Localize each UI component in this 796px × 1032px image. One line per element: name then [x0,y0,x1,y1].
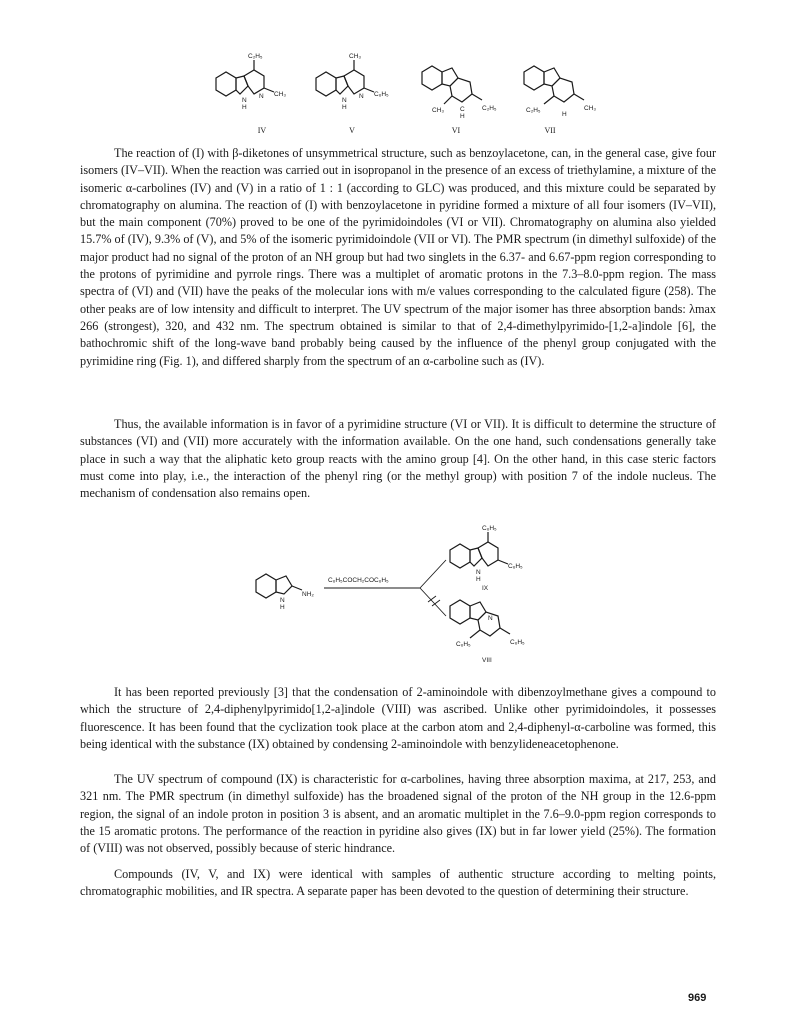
structure-iv [212,48,322,135]
atom-label: C₂H₅ [248,53,263,60]
atom-label: NH₂ [302,591,314,598]
compound-label-iv: IV [257,126,267,135]
atom-label: C [460,106,465,113]
paragraph: The reaction of (I) with β-diketones of unsymmetrical structure, such as benzoylacetone, can, in the general case, give four isomers (IV–VII). When the reaction was carried out in isopropanol in the presence of an excess of triethylamine, a mixture of the isomeric α-carbolines (IV) and (V) in a ratio of 1 : 1 (according to GLC) was produced, and this mixture could be separated by chromatography on alumina. The reaction of (I) with benzoylacetone in pyridine formed a mixture of all four isomers (IV–VII), but the main component (70%) proved to be one of the pyrimidoindoles (VI or VII). Chromatography on alumina also yielded 15.7% of (IV), 9.3% of (V), and 5% of the isomeric pyrimidoindole (VII or VI). The PMR spectrum (in dimethyl sulfoxide) of the major product had no signal of the proton of an NH group but had two singlets in the 6.37- and 6.67-ppm region corresponding to the protons of pyrimidine and pyrrole rings. There was a multiplet of aromatic protons in the 7.3–8.0-ppm region. The mass spectra of (VI) and (VII) have the peaks of the molecular ions with m/e values corresponding to the calculated figure (258). The other peaks are of low intensity and difficult to interpret. The UV spectrum of the major isomer has three absorption bands: λmax 266 (strongest), 320, and 432 nm. The spectrum obtained is similar to that of 2,4-dimethylpyrimido-[1,2-a]indole [6], the bathochromic shift of the long-wave band probably being caused by the influence of the phenyl group conjugated with the pyrimidine ring (Fig. 1), and differed sharply from the spectrum of an α-carboline such as (IV). [80,146,716,368]
page-number: 969 [688,992,707,1004]
compound-label-ix: IX [482,585,489,592]
atom-label: C₆H₅ [374,91,389,98]
compound-label-v: V [349,126,355,135]
atom-label: C₂H₅ [526,107,541,114]
atom-label: H [280,604,285,611]
atom-label: CH₃ [432,107,445,114]
structure-vii [520,60,620,135]
atom-label: N [488,615,493,622]
atom-label: CH₃ [584,105,597,112]
atom-label: C₆H₅ [456,641,471,648]
atom-label: CH₃ [274,91,287,98]
atom-label: C₂H₅ [482,105,497,112]
paragraph: Compounds (IV, V, and IX) were identical with samples of authentic structure according to melting points, chromatographic mobilities, and IR spectra. A separate paper has been devoted to the question of determining their structure. [80,867,716,899]
atom-label: N [242,97,247,104]
atom-label: C₆H₅ [482,525,497,532]
atom-label: C₆H₅ [510,639,525,646]
compound-label-vi: VI [451,126,461,135]
atom-label: H [476,576,481,583]
structure-vi [418,56,528,135]
atom-label: H [242,104,247,111]
structure-v [312,48,422,135]
compound-label-vii: VII [544,126,556,135]
reaction-scheme [250,520,570,680]
reagent-label: C₆H₅COCH₂COC₆H₅ [328,577,389,584]
atom-label: N [259,93,264,100]
paragraph: It has been reported previously [3] that the condensation of 2-aminoindole with dibenzoylmethane gives a compound to which the structure of 2,4-diphenylpyrimido[1,2-a]indole (VIII) was ascribed. Unlike other pyrimidoindoles, it possesses fluorescence. It has been found that the cyclization took place at the carbon atom and 2,4-diphenyl-α-carboline was formed, this being identical with the substance (IX) obtained by condensing 2-aminoindole with benzylideneacetophenone. [80,685,716,751]
paragraph: Thus, the available information is in favor of a pyrimidine structure (VI or VII). It is difficult to determine the structure of substances (VI) and (VII) more accurately with the information available. On the one hand, such condensations generally take place in such a way that the aliphatic keto group reacts with the amino group [4]. On the other hand, in this case steric factors must come into play, i.e., the interaction of the phenyl ring (or the methyl group) with position 7 of the indole nucleus. The mechanism of condensation also remains open. [80,417,716,501]
paragraph: The UV spectrum of compound (IX) is characteristic for α-carbolines, having three absorption maxima, at 217, 253, and 321 nm. The PMR spectrum (in dimethyl sulfoxide) has the broadened signal of the proton of the NH group in the 12.6-ppm region, the signal of an indole proton in position 3 is absent, and an aromatic multiplet in the 7.6–9.0-ppm region corresponds to the 15 aromatic protons. The performance of the reaction in pyridine also gives (IX) but in far lower yield (25%). The formation of (VIII) was not observed, possibly because of steric hindrance. [80,772,716,856]
atom-label: H [460,113,465,120]
atom-label: N [342,97,347,104]
atom-label: C₆H₅ [508,563,523,570]
atom-label: N [359,93,364,100]
atom-label: H [562,111,567,118]
atom-label: N [476,569,481,576]
compound-label-viii: VIII [482,657,492,664]
atom-label: H [342,104,347,111]
atom-label: CH₃ [349,53,362,60]
atom-label: N [280,597,285,604]
